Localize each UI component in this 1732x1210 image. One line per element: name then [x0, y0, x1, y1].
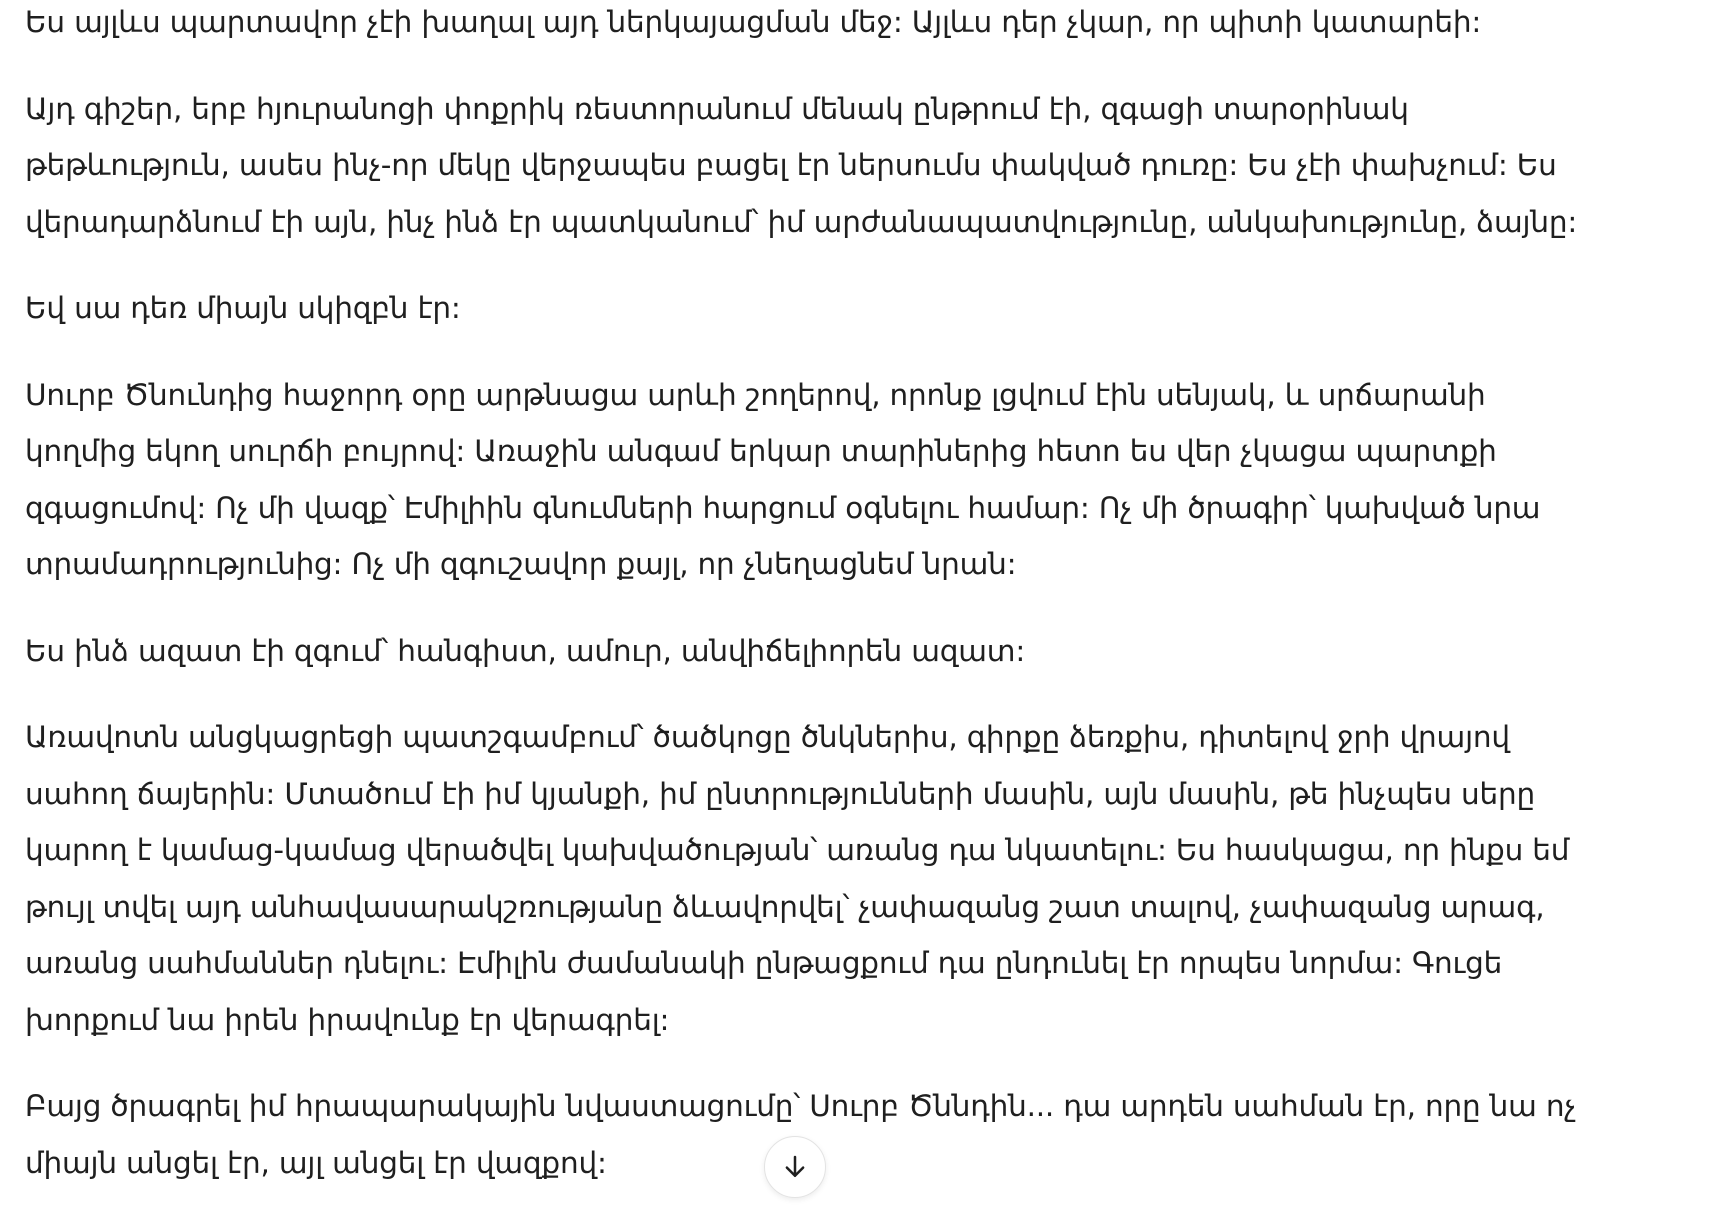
- text-line: Առավոտն անցկացրեցի պատշգամբում՝ ծածկոցը ծնկներիս, գիրքը ձեռքիս, դիտելով ջրի վրայով: [25, 720, 1510, 754]
- paragraph: [25, 367, 1605, 593]
- text-line: Ես ինձ ազատ էի զգում՝ հանգիստ, ամուր, անվիճելիորեն ազատ:: [25, 633, 1026, 668]
- scroll-to-bottom-button[interactable]: [764, 1136, 826, 1198]
- text-line: կողմից եկող սուրճի բույրով: Առաջին անգամ երկար տարիներից հետո ես վեր չկացա պարտքի: [25, 434, 1497, 468]
- paragraph: [25, 623, 1605, 680]
- text-line: տրամադրությունից: Ոչ մի զգուշավոր քայլ, որ չնեղացնեմ նրան:: [25, 547, 1017, 581]
- text-line: կարող է կամաց-կամաց վերածվել կախվածության՝ առանց դա նկատելու: Ես հասկացա, որ ինքս եմ: [25, 833, 1570, 867]
- text-line: զգացումով: Ոչ մի վազք՝ Էմիլիին գնումների հարցում օգնելու համար: Ոչ մի ծրագիր՝ կախված նրա: [25, 490, 1541, 525]
- arrow-down-icon: [780, 1152, 810, 1182]
- text-line: սահող ճայերին: Մտածում էի իմ կյանքի, իմ ընտրությունների մասին, այն մասին, թե ինչպես սերը: [25, 776, 1535, 811]
- paragraph: [25, 709, 1605, 1048]
- text-line: Եվ սա դեռ միայն սկիզբն էր:: [25, 291, 461, 325]
- paragraph: [25, 280, 1605, 337]
- message-content: [25, 0, 1605, 1191]
- paragraph: [25, 0, 1605, 51]
- text-line: վերադարձնում էի այն, ինչ ինձ էր պատկանում՝ իմ արժանապատվությունը, անկախությունը, ձայնը:: [25, 204, 1578, 239]
- text-line: Ես այլևս պարտավոր չէի խաղալ այդ ներկայացման մեջ: Այլևս դեր չկար, որ պիտի կատարեի:: [25, 5, 1482, 39]
- text-line: խորքում նա իրեն իրավունք էր վերագրել:: [25, 1002, 670, 1037]
- text-line: Բայց ծրագրել իմ հրապարակային նվաստացումը՝ Սուրբ Ծննդին... դա արդեն սահման էր, որը նա ոչ: [25, 1089, 1577, 1123]
- text-line: թույլ տվել այդ անհավասարակշռությանը ձևավորվել՝ չափազանց շատ տալով, չափազանց արագ,: [25, 889, 1545, 924]
- paragraph: [25, 81, 1605, 251]
- text-line: Այդ գիշեր, երբ հյուրանոցի փոքրիկ ռեստորանում մենակ ընթրում էի, զգացի տարօրինակ: [25, 91, 1409, 126]
- text-line: միայն անցել էր, այլ անցել էր վազքով:: [25, 1145, 607, 1180]
- text-line: թեթևություն, ասես ինչ-որ մեկը վերջապես բացել էր ներսումս փակված դուռը: Ես չէի փախչում: Ես: [25, 148, 1557, 182]
- text-line: առանց սահմաններ դնելու: Էմիլին ժամանակի ընթացքում դա ընդունել էր որպես նորմա: Գուցե: [25, 946, 1503, 980]
- text-line: Սուրբ Ծնունդից հաջորդ օրը արթնացա արևի շողերով, որոնք լցվում էին սենյակ, և սրճարանի: [25, 377, 1486, 412]
